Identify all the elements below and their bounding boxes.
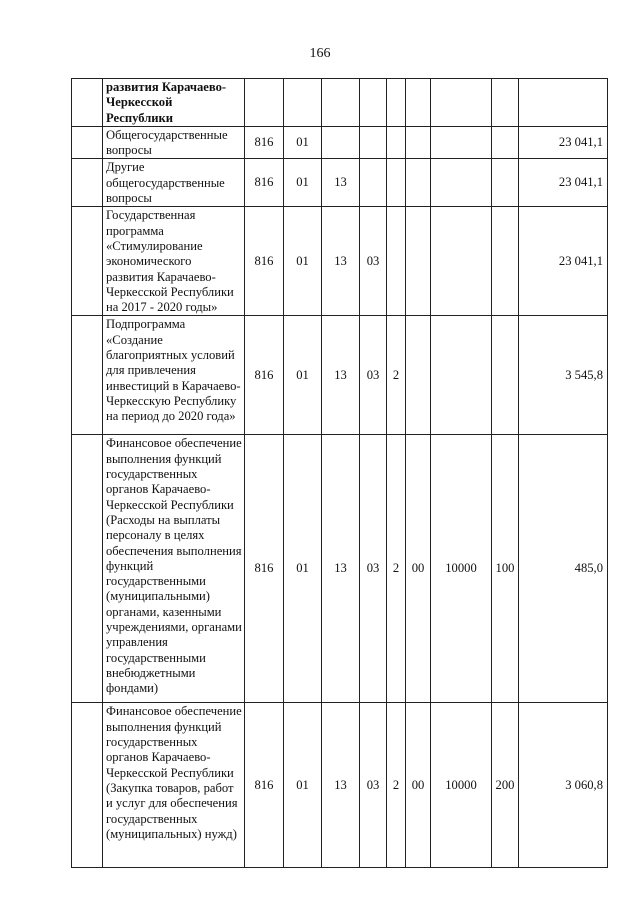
table-row [72,207,608,316]
row-number-cell [72,316,103,435]
amount-cell: 3 060,8 [519,703,608,868]
main-event-cell: 00 [406,703,431,868]
table-row [72,126,608,159]
program-cell [360,159,387,207]
main-event-cell: 00 [406,435,431,703]
row-number-cell [72,703,103,868]
main-event-cell [406,159,431,207]
section-cell: 01 [284,316,322,435]
budget-table [71,78,608,868]
section-cell: 01 [284,159,322,207]
program-cell [360,79,387,127]
subsection-cell: 13 [322,159,360,207]
direction-cell [431,126,492,159]
table-row [72,703,608,868]
name-cell: Общегосударственные вопросы [103,126,245,159]
ministry-code-cell [245,79,284,127]
name-cell: Государственная программа «Стимулирование экономического развития Карачаево-Черкесской Республики на 2017 - 2020 годы» [103,207,245,316]
program-cell: 03 [360,207,387,316]
table-row [72,159,608,207]
subsection-cell: 13 [322,703,360,868]
row-number-cell [72,79,103,127]
expense-type-cell: 200 [492,703,519,868]
amount-cell: 485,0 [519,435,608,703]
program-cell [360,126,387,159]
name-cell: развития Карачаево-Черкесской Республики [103,79,245,127]
direction-cell: 10000 [431,435,492,703]
subsection-cell [322,79,360,127]
table-row [72,79,608,127]
amount-cell: 3 545,8 [519,316,608,435]
row-number-cell [72,126,103,159]
name-cell: Другие общегосударственные вопросы [103,159,245,207]
amount-cell: 23 041,1 [519,126,608,159]
section-cell: 01 [284,703,322,868]
direction-cell: 10000 [431,703,492,868]
subprogram-cell: 2 [387,316,406,435]
ministry-code-cell: 816 [245,316,284,435]
subprogram-cell [387,126,406,159]
row-number-cell [72,435,103,703]
page-number: 166 [309,46,331,61]
main-event-cell [406,79,431,127]
expense-type-cell [492,79,519,127]
ministry-code-cell: 816 [245,703,284,868]
subsection-cell [322,126,360,159]
ministry-code-cell: 816 [245,435,284,703]
amount-cell: 23 041,1 [519,159,608,207]
main-event-cell [406,207,431,316]
section-cell: 01 [284,435,322,703]
expense-type-cell [492,159,519,207]
table-row [72,435,608,703]
direction-cell [431,159,492,207]
name-cell: Подпрограмма «Создание благоприятных условий для привлечения инвестиций в Карачаево-Черкесскую Республику на период до 2020 года» [103,316,245,435]
subprogram-cell: 2 [387,435,406,703]
direction-cell [431,79,492,127]
row-number-cell [72,159,103,207]
ministry-code-cell: 816 [245,159,284,207]
subsection-cell: 13 [322,316,360,435]
section-cell: 01 [284,126,322,159]
subprogram-cell [387,79,406,127]
section-cell [284,79,322,127]
expense-type-cell: 100 [492,435,519,703]
program-cell: 03 [360,316,387,435]
subprogram-cell [387,207,406,316]
name-cell: Финансовое обеспечение выполнения функций государственных органов Карачаево-Черкесской Республики (Закупка товаров, работ и услуг для обеспечения государственных (муниципальных) нужд) [103,703,245,868]
ministry-code-cell: 816 [245,207,284,316]
direction-cell [431,207,492,316]
subprogram-cell: 2 [387,703,406,868]
name-cell: Финансовое обеспечение выполнения функций государственных органов Карачаево-Черкесской Республики (Расходы на выплаты персоналу в целях обеспечения выполнения функций государственными (муниципальными) органами, казенными учреждениями, органами управления государственными внебюджетными фондами) [103,435,245,703]
main-event-cell [406,316,431,435]
row-number-cell [72,207,103,316]
section-cell: 01 [284,207,322,316]
ministry-code-cell: 816 [245,126,284,159]
direction-cell [431,316,492,435]
subsection-cell: 13 [322,435,360,703]
amount-cell [519,79,608,127]
subprogram-cell [387,159,406,207]
main-event-cell [406,126,431,159]
expense-type-cell [492,126,519,159]
expense-type-cell [492,316,519,435]
amount-cell: 23 041,1 [519,207,608,316]
program-cell: 03 [360,703,387,868]
expense-type-cell [492,207,519,316]
program-cell: 03 [360,435,387,703]
table-row [72,316,608,435]
subsection-cell: 13 [322,207,360,316]
